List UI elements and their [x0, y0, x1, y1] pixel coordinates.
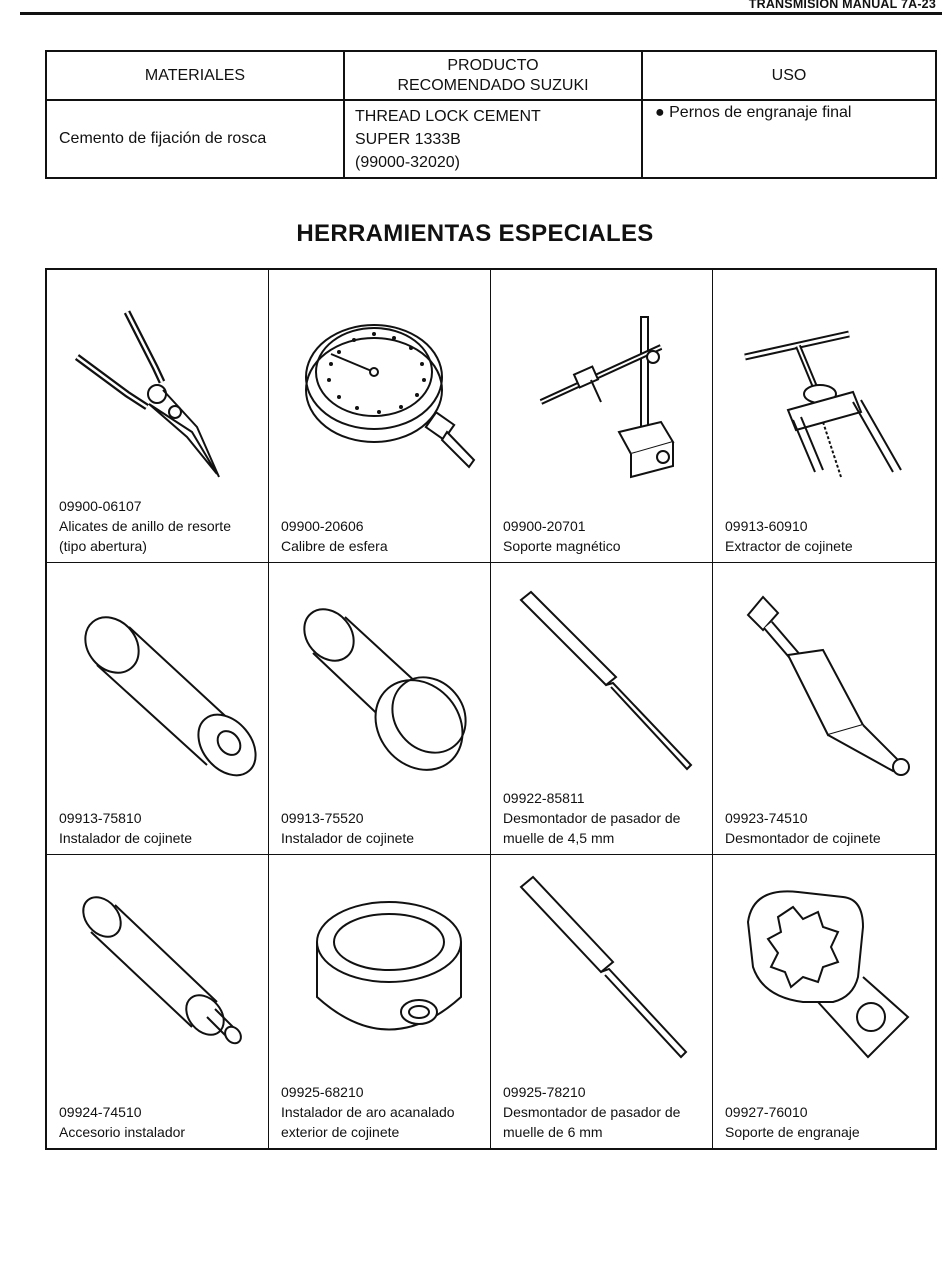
tool-code: 09913-75520 [281, 810, 364, 827]
tools-grid [45, 268, 937, 1150]
tool-cell [491, 270, 713, 563]
tool-cell [713, 270, 935, 563]
uso-text: Pernos de engranaje final [669, 104, 852, 121]
section-title: HERRAMIENTAS ESPECIALES [296, 220, 654, 247]
tool-code: 09913-75810 [59, 810, 142, 827]
snap-ring-pliers-icon [57, 282, 257, 487]
product-line: SUPER 1333B [355, 130, 461, 148]
tool-code: 09900-20606 [281, 517, 364, 534]
tool-cell [269, 855, 491, 1148]
tool-code: 09925-78210 [503, 1083, 586, 1100]
product-cell [344, 100, 642, 178]
tool-cell [269, 270, 491, 563]
tool-caption [281, 1082, 486, 1142]
tool-code: 09927-76010 [725, 1103, 808, 1120]
tool-caption [725, 516, 931, 556]
product-line: THREAD LOCK CEMENT [355, 107, 541, 125]
ring-installer-icon [279, 867, 479, 1072]
tool-cell [713, 563, 935, 856]
tool-cell [491, 855, 713, 1148]
uso-header: USO [642, 51, 936, 100]
gear-holder-icon [723, 867, 923, 1072]
magnetic-stand-icon [501, 282, 701, 487]
materials-header-text: MATERIALES [144, 66, 246, 84]
tool-name: Instalador de cojinete [59, 830, 193, 847]
tool-caption [59, 1102, 264, 1142]
tool-code: 09900-20701 [503, 517, 586, 534]
tool-name: (tipo abertura) [59, 537, 147, 554]
tool-cell [269, 563, 491, 856]
tool-caption [725, 808, 931, 848]
bearing-installer-icon [279, 575, 479, 780]
tool-caption [281, 516, 486, 556]
tool-code: 09924-74510 [59, 1103, 142, 1120]
tool-name: Instalador de aro acanalado [281, 1103, 455, 1120]
tool-name: Soporte magnético [503, 537, 621, 554]
tool-cell [713, 855, 935, 1148]
tool-name: muelle de 6 mm [503, 1123, 603, 1140]
pin-remover-icon [501, 575, 701, 780]
installer-attachment-icon [57, 867, 257, 1072]
tool-name: Desmontador de pasador de [503, 810, 681, 827]
tool-name: Desmontador de cojinete [725, 830, 881, 847]
tool-name: Calibre de esfera [281, 537, 388, 554]
bearing-remover-icon [723, 575, 923, 780]
tool-cell [47, 270, 269, 563]
tool-caption [503, 516, 708, 556]
tool-name: Desmontador de pasador de [503, 1103, 681, 1120]
bullet-icon: ● [655, 104, 665, 121]
tool-caption [503, 1082, 708, 1142]
tool-name: Extractor de cojinete [725, 537, 853, 554]
tool-name: Accesorio instalador [59, 1123, 186, 1140]
tool-cell [47, 855, 269, 1148]
tool-name: Soporte de engranaje [725, 1123, 860, 1140]
tool-caption [59, 808, 264, 848]
tool-cell [491, 563, 713, 856]
tool-name: muelle de 4,5 mm [503, 830, 615, 847]
pin-remover-icon [501, 867, 701, 1072]
tool-caption [503, 788, 708, 848]
bearing-puller-icon [723, 282, 923, 487]
tool-name: Instalador de cojinete [281, 830, 415, 847]
product-header: PRODUCTO RECOMENDADO SUZUKI [344, 51, 642, 100]
page-header: TRANSMISION MANUAL 7A-23 [748, 0, 936, 11]
tool-name: exterior de cojinete [281, 1123, 400, 1140]
tool-code: 09925-68210 [281, 1083, 364, 1100]
tool-cell [47, 563, 269, 856]
tool-caption [59, 496, 264, 556]
header-rule [20, 12, 942, 15]
materials-header [46, 51, 344, 100]
tool-code: 09923-74510 [725, 810, 808, 827]
materials-table [45, 50, 937, 179]
tool-caption [725, 1102, 931, 1142]
tool-code: 09913-60910 [725, 517, 808, 534]
uso-cell [642, 100, 936, 178]
dial-gauge-icon [279, 282, 479, 487]
tool-caption [281, 808, 486, 848]
tool-name: Alicates de anillo de resorte [59, 517, 231, 534]
tool-code: 09922-85811 [503, 790, 585, 807]
bearing-installer-icon [57, 575, 257, 780]
material-cell: Cemento de fijación de rosca [46, 100, 344, 178]
product-line: (99000-32020) [355, 153, 460, 171]
tool-code: 09900-06107 [59, 497, 142, 514]
